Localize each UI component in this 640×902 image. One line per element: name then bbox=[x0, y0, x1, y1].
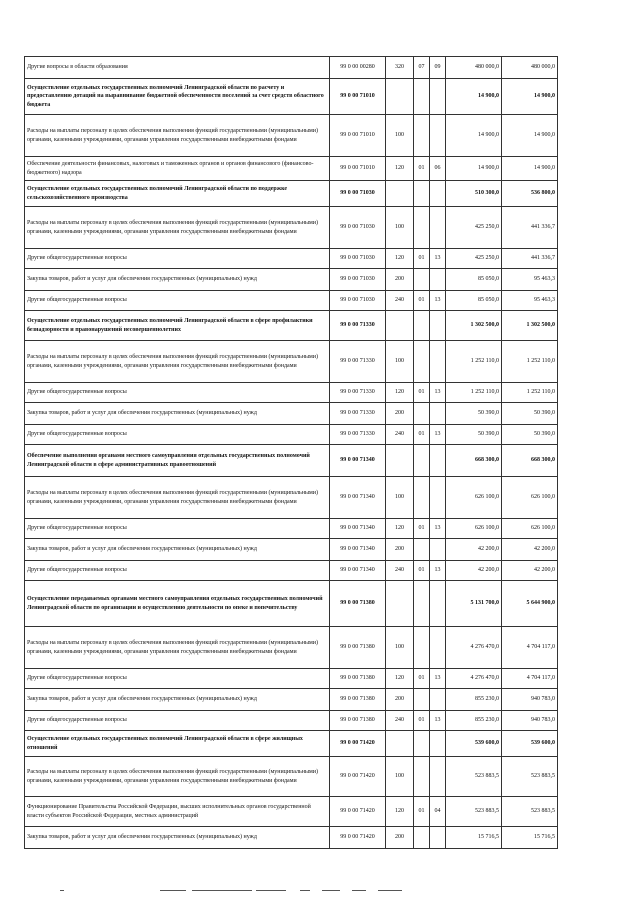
row-target-code: 99 0 00 71340 bbox=[330, 519, 386, 539]
row-name: Осуществление отдельных государственных полномочий Ленинградской области по расчету и предоставлению дотаций на выравнивание бюджетной обеспеченности поселений за счет средств областного бюджета bbox=[25, 79, 330, 115]
row-amount-year-1: 4 276 470,0 bbox=[446, 669, 502, 689]
row-name: Другие общегосударственные вопросы bbox=[25, 383, 330, 403]
row-amount-year-2: 50 390,0 bbox=[502, 403, 558, 425]
row-section bbox=[414, 539, 430, 561]
row-amount-year-1: 14 900,0 bbox=[446, 157, 502, 181]
row-amount-year-2: 14 900,0 bbox=[502, 157, 558, 181]
row-target-code: 99 0 00 71420 bbox=[330, 731, 386, 757]
row-subsection: 09 bbox=[430, 57, 446, 79]
row-expense-type bbox=[386, 731, 414, 757]
row-section bbox=[414, 627, 430, 669]
row-amount-year-2: 441 336,7 bbox=[502, 207, 558, 249]
row-subsection bbox=[430, 627, 446, 669]
row-subsection: 04 bbox=[430, 797, 446, 827]
row-subsection: 13 bbox=[430, 561, 446, 581]
table-row bbox=[25, 711, 558, 731]
row-section: 01 bbox=[414, 711, 430, 731]
row-amount-year-2: 15 716,5 bbox=[502, 827, 558, 849]
row-name: Другие общегосударственные вопросы bbox=[25, 519, 330, 539]
row-name: Другие общегосударственные вопросы bbox=[25, 669, 330, 689]
row-expense-type: 320 bbox=[386, 57, 414, 79]
row-section bbox=[414, 445, 430, 477]
row-amount-year-1: 4 276 470,0 bbox=[446, 627, 502, 669]
row-subsection: 13 bbox=[430, 383, 446, 403]
table-row bbox=[25, 425, 558, 445]
row-section: 01 bbox=[414, 425, 430, 445]
row-name: Обеспечение выполнения органами местного самоуправления отдельных государственных полномочий Ленинградской области в сфере административных правоотношений bbox=[25, 445, 330, 477]
row-subsection bbox=[430, 311, 446, 341]
table-row-section-header bbox=[25, 731, 558, 757]
row-name: Обеспечение деятельности финансовых, налоговых и таможенных органов и органов финансового (финансово-бюджетного) надзора bbox=[25, 157, 330, 181]
row-expense-type: 240 bbox=[386, 561, 414, 581]
row-target-code: 99 0 00 71030 bbox=[330, 181, 386, 207]
row-expense-type: 200 bbox=[386, 539, 414, 561]
row-name: Закупка товаров, работ и услуг для обеспечения государственных (муниципальных) нужд bbox=[25, 269, 330, 291]
row-section bbox=[414, 403, 430, 425]
row-amount-year-2: 14 900,0 bbox=[502, 115, 558, 157]
table-row-section-header bbox=[25, 581, 558, 627]
row-amount-year-1: 42 200,0 bbox=[446, 539, 502, 561]
table-row bbox=[25, 57, 558, 79]
row-amount-year-1: 539 600,0 bbox=[446, 731, 502, 757]
row-expense-type: 100 bbox=[386, 341, 414, 383]
row-target-code: 99 0 00 71380 bbox=[330, 669, 386, 689]
row-subsection bbox=[430, 757, 446, 797]
row-name: Осуществление передаваемых органами местного самоуправления отдельных государственных полномочий Ленинградской области по организации и осуществлению деятельности по опеке и попечительству bbox=[25, 581, 330, 627]
row-expense-type: 240 bbox=[386, 425, 414, 445]
table-row bbox=[25, 341, 558, 383]
row-section bbox=[414, 207, 430, 249]
row-target-code: 99 0 00 71330 bbox=[330, 341, 386, 383]
table-row bbox=[25, 477, 558, 519]
row-subsection: 13 bbox=[430, 519, 446, 539]
row-name: Расходы на выплаты персоналу в целях обеспечения выполнения функций государственными (муниципальными) органами, казенными учреждениями, органами управления государственными внебюджетными фондами bbox=[25, 207, 330, 249]
row-target-code: 99 0 00 71340 bbox=[330, 477, 386, 519]
row-amount-year-1: 85 050,0 bbox=[446, 291, 502, 311]
budget-table-body bbox=[25, 57, 558, 849]
row-subsection bbox=[430, 403, 446, 425]
row-amount-year-1: 14 900,0 bbox=[446, 79, 502, 115]
table-row bbox=[25, 157, 558, 181]
row-subsection: 13 bbox=[430, 249, 446, 269]
row-subsection bbox=[430, 731, 446, 757]
row-subsection bbox=[430, 477, 446, 519]
row-amount-year-1: 42 200,0 bbox=[446, 561, 502, 581]
row-amount-year-1: 15 716,5 bbox=[446, 827, 502, 849]
table-row-section-header bbox=[25, 181, 558, 207]
row-subsection bbox=[430, 269, 446, 291]
row-subsection bbox=[430, 115, 446, 157]
row-expense-type: 120 bbox=[386, 519, 414, 539]
row-amount-year-1: 14 900,0 bbox=[446, 115, 502, 157]
row-target-code: 99 0 00 71030 bbox=[330, 207, 386, 249]
row-amount-year-1: 1 252 110,0 bbox=[446, 383, 502, 403]
row-target-code: 99 0 00 71380 bbox=[330, 689, 386, 711]
row-amount-year-2: 1 252 110,0 bbox=[502, 383, 558, 403]
row-expense-type: 200 bbox=[386, 689, 414, 711]
scan-artifact-marks bbox=[60, 888, 420, 894]
row-amount-year-2: 50 390,0 bbox=[502, 425, 558, 445]
row-section bbox=[414, 341, 430, 383]
row-target-code: 99 0 00 71330 bbox=[330, 311, 386, 341]
row-amount-year-1: 425 250,0 bbox=[446, 207, 502, 249]
row-amount-year-2: 95 463,3 bbox=[502, 291, 558, 311]
table-row bbox=[25, 539, 558, 561]
row-target-code: 99 0 00 71030 bbox=[330, 269, 386, 291]
row-section: 01 bbox=[414, 249, 430, 269]
row-expense-type bbox=[386, 311, 414, 341]
row-amount-year-2: 480 000,0 bbox=[502, 57, 558, 79]
row-subsection: 06 bbox=[430, 157, 446, 181]
table-row-section-header bbox=[25, 311, 558, 341]
row-amount-year-1: 1 302 500,0 bbox=[446, 311, 502, 341]
row-target-code: 99 0 00 71380 bbox=[330, 581, 386, 627]
row-section bbox=[414, 311, 430, 341]
row-amount-year-1: 510 300,0 bbox=[446, 181, 502, 207]
row-amount-year-2: 626 100,0 bbox=[502, 477, 558, 519]
row-target-code: 99 0 00 71420 bbox=[330, 797, 386, 827]
row-amount-year-1: 523 883,5 bbox=[446, 757, 502, 797]
row-section bbox=[414, 115, 430, 157]
row-name: Другие общегосударственные вопросы bbox=[25, 249, 330, 269]
row-amount-year-2: 523 883,5 bbox=[502, 757, 558, 797]
row-subsection bbox=[430, 341, 446, 383]
table-row bbox=[25, 757, 558, 797]
row-subsection: 13 bbox=[430, 425, 446, 445]
row-section: 01 bbox=[414, 291, 430, 311]
row-section: 01 bbox=[414, 157, 430, 181]
row-subsection bbox=[430, 539, 446, 561]
table-row bbox=[25, 519, 558, 539]
row-amount-year-1: 1 252 110,0 bbox=[446, 341, 502, 383]
row-amount-year-2: 626 100,0 bbox=[502, 519, 558, 539]
row-target-code: 99 0 00 71010 bbox=[330, 115, 386, 157]
row-amount-year-1: 668 300,0 bbox=[446, 445, 502, 477]
row-amount-year-1: 425 250,0 bbox=[446, 249, 502, 269]
row-section bbox=[414, 581, 430, 627]
row-expense-type: 100 bbox=[386, 207, 414, 249]
table-row bbox=[25, 115, 558, 157]
row-name: Функционирование Правительства Российской Федерации, высших исполнительных органов государственной власти субъектов Российской Федерации, местных администраций bbox=[25, 797, 330, 827]
row-amount-year-2: 4 704 117,0 bbox=[502, 627, 558, 669]
row-expense-type bbox=[386, 79, 414, 115]
row-amount-year-1: 855 230,0 bbox=[446, 711, 502, 731]
row-amount-year-2: 14 900,0 bbox=[502, 79, 558, 115]
row-expense-type: 200 bbox=[386, 269, 414, 291]
row-amount-year-2: 4 704 117,0 bbox=[502, 669, 558, 689]
row-expense-type: 240 bbox=[386, 711, 414, 731]
row-target-code: 99 0 00 71380 bbox=[330, 711, 386, 731]
row-expense-type: 100 bbox=[386, 627, 414, 669]
row-name: Расходы на выплаты персоналу в целях обеспечения выполнения функций государственными (муниципальными) органами, казенными учреждениями, органами управления государственными внебюджетными фондами bbox=[25, 115, 330, 157]
row-target-code: 99 0 00 71420 bbox=[330, 827, 386, 849]
row-target-code: 99 0 00 71340 bbox=[330, 445, 386, 477]
row-section: 01 bbox=[414, 519, 430, 539]
table-row bbox=[25, 383, 558, 403]
row-target-code: 99 0 00 71330 bbox=[330, 403, 386, 425]
row-subsection bbox=[430, 581, 446, 627]
row-target-code: 99 0 00 71030 bbox=[330, 291, 386, 311]
row-amount-year-1: 626 100,0 bbox=[446, 477, 502, 519]
row-name: Закупка товаров, работ и услуг для обеспечения государственных (муниципальных) нужд bbox=[25, 539, 330, 561]
row-amount-year-2: 42 200,0 bbox=[502, 539, 558, 561]
row-amount-year-1: 50 390,0 bbox=[446, 403, 502, 425]
row-amount-year-1: 5 131 700,0 bbox=[446, 581, 502, 627]
row-amount-year-2: 42 200,0 bbox=[502, 561, 558, 581]
row-section: 07 bbox=[414, 57, 430, 79]
row-expense-type: 100 bbox=[386, 477, 414, 519]
row-name: Расходы на выплаты персоналу в целях обеспечения выполнения функций государственными (муниципальными) органами, казенными учреждениями, органами управления государственными внебюджетными фондами bbox=[25, 627, 330, 669]
table-row bbox=[25, 827, 558, 849]
row-target-code: 99 0 00 00280 bbox=[330, 57, 386, 79]
row-target-code: 99 0 00 71030 bbox=[330, 249, 386, 269]
table-row bbox=[25, 627, 558, 669]
row-name: Закупка товаров, работ и услуг для обеспечения государственных (муниципальных) нужд bbox=[25, 403, 330, 425]
row-section bbox=[414, 477, 430, 519]
row-name: Другие вопросы в области образования bbox=[25, 57, 330, 79]
row-name: Расходы на выплаты персоналу в целях обеспечения выполнения функций государственными (муниципальными) органами, казенными учреждениями, органами управления государственными внебюджетными фондами bbox=[25, 477, 330, 519]
table-row bbox=[25, 561, 558, 581]
table-row bbox=[25, 207, 558, 249]
row-expense-type bbox=[386, 181, 414, 207]
row-target-code: 99 0 00 71380 bbox=[330, 627, 386, 669]
row-section bbox=[414, 731, 430, 757]
row-amount-year-1: 855 230,0 bbox=[446, 689, 502, 711]
row-expense-type: 240 bbox=[386, 291, 414, 311]
row-target-code: 99 0 00 71330 bbox=[330, 383, 386, 403]
row-amount-year-2: 5 644 900,0 bbox=[502, 581, 558, 627]
row-target-code: 99 0 00 71340 bbox=[330, 539, 386, 561]
row-subsection: 13 bbox=[430, 291, 446, 311]
row-amount-year-2: 95 463,3 bbox=[502, 269, 558, 291]
row-amount-year-1: 626 100,0 bbox=[446, 519, 502, 539]
row-expense-type: 100 bbox=[386, 757, 414, 797]
row-section: 01 bbox=[414, 669, 430, 689]
row-section bbox=[414, 689, 430, 711]
table-row bbox=[25, 689, 558, 711]
table-row bbox=[25, 797, 558, 827]
row-name: Другие общегосударственные вопросы bbox=[25, 291, 330, 311]
row-amount-year-2: 539 600,0 bbox=[502, 731, 558, 757]
row-name: Расходы на выплаты персоналу в целях обеспечения выполнения функций государственными (муниципальными) органами, казенными учреждениями, органами управления государственными внебюджетными фондами bbox=[25, 341, 330, 383]
row-amount-year-1: 480 000,0 bbox=[446, 57, 502, 79]
row-amount-year-1: 50 390,0 bbox=[446, 425, 502, 445]
row-name: Осуществление отдельных государственных полномочий Ленинградской области в сфере жилищных отношений bbox=[25, 731, 330, 757]
row-amount-year-2: 441 336,7 bbox=[502, 249, 558, 269]
table-row bbox=[25, 403, 558, 425]
row-name: Другие общегосударственные вопросы bbox=[25, 561, 330, 581]
row-section bbox=[414, 79, 430, 115]
row-amount-year-2: 536 800,0 bbox=[502, 181, 558, 207]
row-name: Расходы на выплаты персоналу в целях обеспечения выполнения функций государственными (муниципальными) органами, казенными учреждениями, органами управления государственными внебюджетными фондами bbox=[25, 757, 330, 797]
budget-table bbox=[24, 56, 558, 849]
row-subsection bbox=[430, 79, 446, 115]
table-row bbox=[25, 291, 558, 311]
row-name: Другие общегосударственные вопросы bbox=[25, 425, 330, 445]
row-amount-year-1: 523 883,5 bbox=[446, 797, 502, 827]
row-subsection bbox=[430, 689, 446, 711]
row-amount-year-1: 85 050,0 bbox=[446, 269, 502, 291]
row-expense-type: 200 bbox=[386, 827, 414, 849]
row-subsection bbox=[430, 445, 446, 477]
row-target-code: 99 0 00 71340 bbox=[330, 561, 386, 581]
row-name: Закупка товаров, работ и услуг для обеспечения государственных (муниципальных) нужд bbox=[25, 689, 330, 711]
row-name: Осуществление отдельных государственных полномочий Ленинградской области в сфере профилактики безнадзорности и правонарушений несовершеннолетних bbox=[25, 311, 330, 341]
row-section: 01 bbox=[414, 383, 430, 403]
row-expense-type: 120 bbox=[386, 797, 414, 827]
table-row bbox=[25, 269, 558, 291]
row-section bbox=[414, 269, 430, 291]
row-name: Другие общегосударственные вопросы bbox=[25, 711, 330, 731]
row-amount-year-2: 1 252 110,0 bbox=[502, 341, 558, 383]
row-expense-type: 120 bbox=[386, 383, 414, 403]
table-row-section-header bbox=[25, 445, 558, 477]
row-target-code: 99 0 00 71420 bbox=[330, 757, 386, 797]
row-section bbox=[414, 181, 430, 207]
row-target-code: 99 0 00 71330 bbox=[330, 425, 386, 445]
row-target-code: 99 0 00 71010 bbox=[330, 157, 386, 181]
row-section bbox=[414, 757, 430, 797]
row-amount-year-2: 668 300,0 bbox=[502, 445, 558, 477]
row-name: Осуществление отдельных государственных полномочий Ленинградской области по поддержке сельскохозяйственного производства bbox=[25, 181, 330, 207]
row-expense-type bbox=[386, 445, 414, 477]
row-amount-year-2: 940 783,0 bbox=[502, 711, 558, 731]
row-amount-year-2: 940 783,0 bbox=[502, 689, 558, 711]
row-subsection: 13 bbox=[430, 669, 446, 689]
row-section: 01 bbox=[414, 561, 430, 581]
row-expense-type: 120 bbox=[386, 157, 414, 181]
row-expense-type: 120 bbox=[386, 669, 414, 689]
row-target-code: 99 0 00 71010 bbox=[330, 79, 386, 115]
table-row-section-header bbox=[25, 79, 558, 115]
row-amount-year-2: 1 302 500,0 bbox=[502, 311, 558, 341]
row-section: 01 bbox=[414, 797, 430, 827]
row-expense-type bbox=[386, 581, 414, 627]
row-name: Закупка товаров, работ и услуг для обеспечения государственных (муниципальных) нужд bbox=[25, 827, 330, 849]
row-section bbox=[414, 827, 430, 849]
row-subsection: 13 bbox=[430, 711, 446, 731]
row-subsection bbox=[430, 207, 446, 249]
row-subsection bbox=[430, 181, 446, 207]
row-subsection bbox=[430, 827, 446, 849]
row-expense-type: 120 bbox=[386, 249, 414, 269]
table-row bbox=[25, 669, 558, 689]
row-amount-year-2: 523 883,5 bbox=[502, 797, 558, 827]
table-row bbox=[25, 249, 558, 269]
row-expense-type: 100 bbox=[386, 115, 414, 157]
row-expense-type: 200 bbox=[386, 403, 414, 425]
